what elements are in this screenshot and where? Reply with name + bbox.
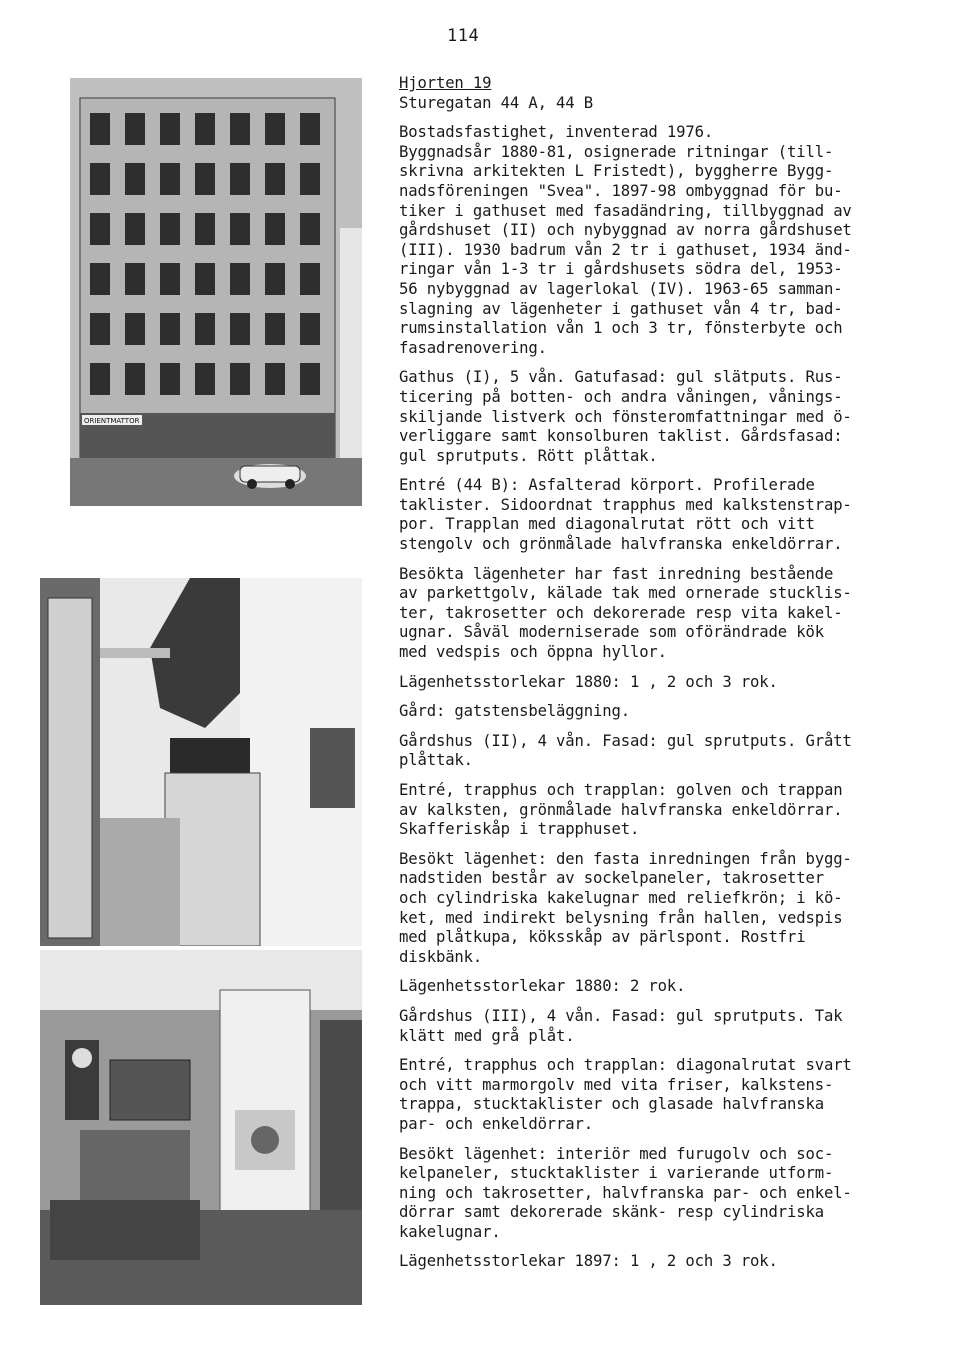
- paragraph: [399, 850, 899, 968]
- facade-window: [230, 163, 250, 195]
- facade-window: [195, 213, 215, 245]
- text-line: skiljande listverk och fönsteromfattningar med ö-: [399, 407, 852, 426]
- facade-window: [195, 113, 215, 145]
- paragraph: [399, 977, 899, 997]
- paragraph: [399, 123, 899, 358]
- facade-window: [160, 163, 180, 195]
- text-line: av kalksten, grönmålade halvfranska enkeldörrar.: [399, 800, 843, 819]
- text-line: por. Trapplan med diagonalrutat rött och vitt: [399, 515, 815, 534]
- facade-window: [160, 313, 180, 345]
- paragraph: [399, 1007, 899, 1046]
- shop-sign-text: ORIENTMATTOR: [84, 417, 140, 425]
- paragraph: [399, 476, 899, 554]
- text-line: taklister. Sidoordnat trapphus med kalkstenstrap-: [399, 495, 852, 514]
- text-line: av parkettgolv, kälade tak med ornerade stucklis-: [399, 584, 852, 603]
- text-line: Besökta lägenheter har fast inredning bestående: [399, 564, 834, 583]
- facade-window: [90, 163, 110, 195]
- text-line: med plåtkupa, köksskåp av pärlspont. Rostfri: [399, 928, 806, 947]
- paragraph: [399, 781, 899, 840]
- paragraph: [399, 1056, 899, 1134]
- text-line: Byggnadsår 1880-81, osignerade ritningar (till-: [399, 142, 834, 161]
- text-line: rumsinstallation vån 1 och 3 tr, fönsterbyte och: [399, 319, 843, 338]
- text-line: Lägenhetsstorlekar 1880: 1 , 2 och 3 rok.: [399, 672, 778, 691]
- facade-window: [265, 263, 285, 295]
- facade-window: [90, 363, 110, 395]
- paragraph: [399, 673, 899, 693]
- facade-window: [230, 213, 250, 245]
- text-line: gul sprutputs. Rött plåttak.: [399, 446, 658, 465]
- text-line: ringar vån 1-3 tr i gårdshusets södra del, 1953-: [399, 260, 843, 279]
- facade-window: [160, 213, 180, 245]
- text-line: 56 nybyggnad av lagerlokal (IV). 1963-65 samman-: [399, 279, 843, 298]
- facade-window: [265, 213, 285, 245]
- text-line: tiker i gathuset med fasadändring, tillbyggnad av: [399, 201, 852, 220]
- paragraph: [399, 732, 899, 771]
- text-line: stengolv och grönmålade halvfranska enkeldörrar.: [399, 535, 843, 554]
- text-line: ugnar. Såväl moderniserade som oförändrade kök: [399, 623, 824, 642]
- paragraph: [399, 1145, 899, 1243]
- text-line: plåttak.: [399, 751, 473, 770]
- text-line: ket, med indirekt belysning från hallen, vedspis: [399, 908, 843, 927]
- facade-photo: [70, 78, 362, 506]
- facade-window: [195, 163, 215, 195]
- facade-window: [125, 113, 145, 145]
- kitchen-photo: [40, 578, 362, 946]
- facade-window: [230, 363, 250, 395]
- facade-window: [125, 363, 145, 395]
- text-line: nadstiden består av sockelpaneler, takrosetter: [399, 869, 824, 888]
- text-line: ning och takrosetter, halvfranska par- och enkel-: [399, 1183, 852, 1202]
- text-line: Gathus (I), 5 vån. Gatufasad: gul slätputs. Rus-: [399, 368, 843, 387]
- text-line: Gård: gatstensbeläggning.: [399, 702, 630, 721]
- facade-window: [300, 363, 320, 395]
- facade-window: [300, 313, 320, 345]
- paragraph: [399, 702, 899, 722]
- facade-window: [90, 213, 110, 245]
- facade-window: [265, 313, 285, 345]
- paragraph: [399, 565, 899, 663]
- text-line: klätt med grå plåt.: [399, 1026, 575, 1045]
- facade-window: [230, 313, 250, 345]
- text-line: fasadrenovering.: [399, 338, 547, 357]
- facade-window: [90, 313, 110, 345]
- text-line: med vedspis och öppna hyllor.: [399, 643, 667, 662]
- facade-window: [230, 263, 250, 295]
- property-address: Sturegatan 44 A, 44 B: [399, 93, 594, 112]
- text-line: gårdshuset (II) och nybyggnad av norra gårdshuset: [399, 221, 852, 240]
- text-line: Gårdshus (II), 4 vån. Fasad: gul sprutputs. Grått: [399, 731, 852, 750]
- text-line: och vitt marmorgolv med vita friser, kalkstens-: [399, 1075, 834, 1094]
- text-line: skrivna arkitekten L Fristedt), byggherre Bygg-: [399, 162, 834, 181]
- page-number: 114: [447, 26, 480, 46]
- property-heading: [399, 74, 899, 113]
- facade-window: [195, 263, 215, 295]
- text-line: (III). 1930 badrum vån 2 tr i gathuset, 1934 änd-: [399, 240, 852, 259]
- property-title: Hjorten 19: [399, 74, 492, 92]
- text-line: Besökt lägenhet: den fasta inredningen från bygg-: [399, 849, 852, 868]
- room-photo: [40, 950, 362, 1305]
- facade-window: [125, 263, 145, 295]
- facade-window: [125, 313, 145, 345]
- text-line: Lägenhetsstorlekar 1897: 1 , 2 och 3 rok.: [399, 1252, 778, 1271]
- text-line: nadsföreningen "Svea". 1897-98 ombyggnad för bu-: [399, 181, 843, 200]
- facade-window: [195, 363, 215, 395]
- text-line: Bostadsfastighet, inventerad 1976.: [399, 123, 714, 142]
- text-line: par- och enkeldörrar.: [399, 1114, 594, 1133]
- text-line: kelpaneler, stucktaklister i varierande utform-: [399, 1164, 834, 1183]
- text-line: verliggare samt konsolburen taklist. Gårdsfasad:: [399, 427, 843, 446]
- description-paragraphs: [399, 123, 899, 1272]
- facade-window: [300, 113, 320, 145]
- text-line: Entré (44 B): Asfalterad körport. Profilerade: [399, 476, 815, 495]
- facade-window: [125, 213, 145, 245]
- text-line: ter, takrosetter och dekorerade resp vita kakel-: [399, 603, 843, 622]
- text-line: Lägenhetsstorlekar 1880: 2 rok.: [399, 977, 686, 996]
- text-line: Skafferiskåp i trapphuset.: [399, 820, 640, 839]
- text-line: och cylindriska kakelugnar med reliefkrön; i kö-: [399, 888, 843, 907]
- paragraph: [399, 368, 899, 466]
- facade-window: [265, 113, 285, 145]
- text-line: ticering på botten- och andra våningen, vånings-: [399, 387, 843, 406]
- text-line: trappa, stucktaklister och glasade halvfranska: [399, 1095, 824, 1114]
- text-column: [399, 74, 899, 1282]
- text-line: diskbänk.: [399, 947, 483, 966]
- facade-window: [230, 113, 250, 145]
- facade-window: [265, 163, 285, 195]
- facade-window: [300, 213, 320, 245]
- facade-window: [265, 363, 285, 395]
- facade-window: [160, 263, 180, 295]
- text-line: Entré, trapphus och trapplan: diagonalrutat svart: [399, 1056, 852, 1075]
- facade-window: [160, 113, 180, 145]
- facade-window: [125, 163, 145, 195]
- facade-window: [300, 263, 320, 295]
- paragraph: [399, 1252, 899, 1272]
- text-line: kakelugnar.: [399, 1222, 501, 1241]
- facade-window: [300, 163, 320, 195]
- text-line: Entré, trapphus och trapplan: golven och trappan: [399, 781, 843, 799]
- facade-window: [195, 313, 215, 345]
- text-line: Besökt lägenhet: interiör med furugolv och soc-: [399, 1144, 834, 1163]
- facade-window: [90, 113, 110, 145]
- text-line: dörrar samt dekorerade skänk- resp cylindriska: [399, 1203, 824, 1222]
- facade-window: [90, 263, 110, 295]
- facade-window: [160, 363, 180, 395]
- text-line: Gårdshus (III), 4 vån. Fasad: gul sprutputs. Tak: [399, 1006, 843, 1025]
- text-line: slagning av lägenheter i gathuset vån 4 tr, bad-: [399, 299, 843, 318]
